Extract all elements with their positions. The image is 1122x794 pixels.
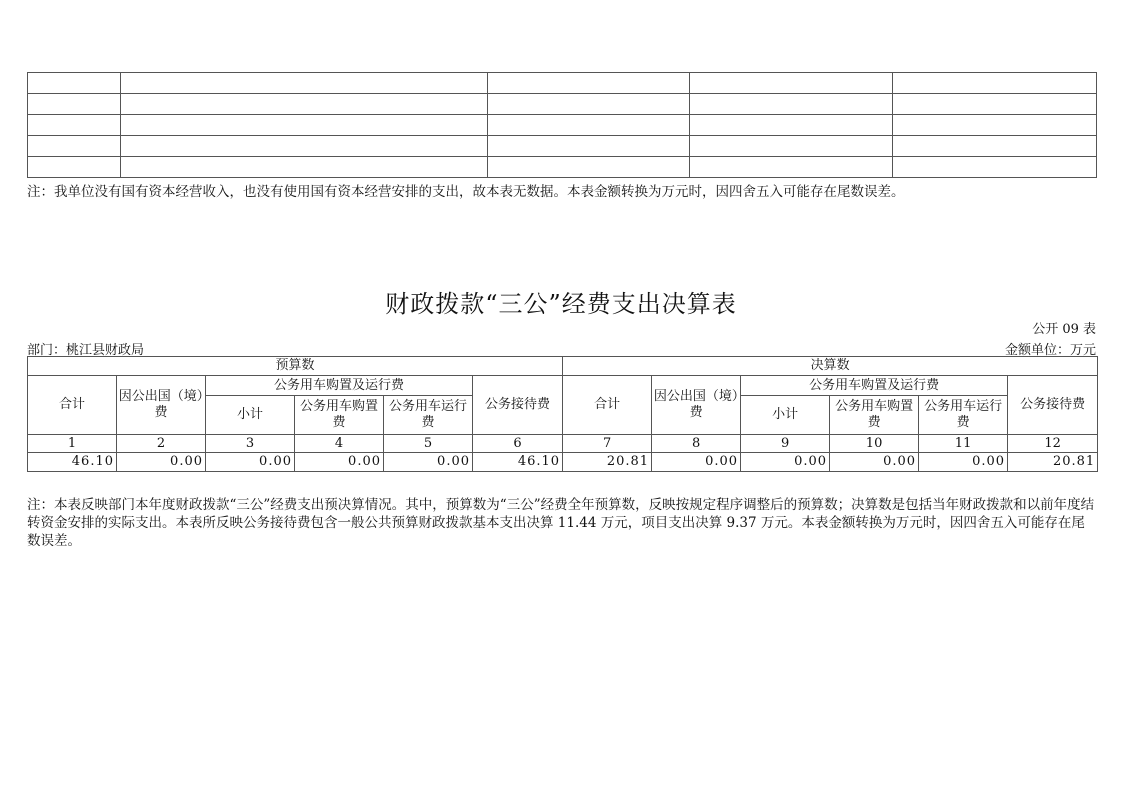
final-reception-header: 公务接待费 xyxy=(1008,376,1098,435)
budget-vehicle-header: 公务用车购置及运行费 xyxy=(206,376,473,396)
amount-cell: 46.10 xyxy=(473,453,563,472)
amount-cell: 0.00 xyxy=(117,453,206,472)
column-number-row xyxy=(28,435,1098,453)
table-cell xyxy=(487,73,690,94)
final-header: 决算数 xyxy=(563,357,1098,376)
amount-cell: 0.00 xyxy=(206,453,295,472)
table-cell xyxy=(120,73,487,94)
column-number-cell: 7 xyxy=(563,435,652,453)
page-title: 财政拨款“三公”经费支出决算表 xyxy=(385,290,737,318)
table-cell xyxy=(487,94,690,115)
three-public-expenses-table xyxy=(27,356,1098,472)
column-number-cell: 2 xyxy=(117,435,206,453)
table-cell xyxy=(28,73,121,94)
department-label: 部门：桃江县财政局 xyxy=(27,343,145,358)
table-cell xyxy=(893,115,1097,136)
column-number-cell: 1 xyxy=(28,435,117,453)
column-number-cell: 11 xyxy=(919,435,1008,453)
table-cell xyxy=(893,73,1097,94)
column-number-cell: 5 xyxy=(384,435,473,453)
column-number-cell: 12 xyxy=(1008,435,1098,453)
column-number-cell: 8 xyxy=(652,435,741,453)
table-cell xyxy=(893,136,1097,157)
column-number-cell: 9 xyxy=(741,435,830,453)
bottom-table-note: 注：本表反映部门本年度财政拨款“三公”经费支出预决算情况。其中，预算数为“三公”经费全年预算数，反映按规定程序调整后的预算数；决算数是包括当年财政拨款和以前年度结转资金安排的实际支出。本表所反映公务接待费包含一般公共预算财政拨款基本支出决算 11.44 万元，项目支出决算 9.37 万元。本表金额转换为万元时，因四舍五入可能存在尾数误差。 xyxy=(27,497,1095,549)
amount-row xyxy=(28,453,1098,472)
amount-cell: 0.00 xyxy=(652,453,741,472)
budget-total-header: 合计 xyxy=(28,376,117,435)
final-vehicle-purchase-header: 公务用车购置费 xyxy=(830,396,919,435)
budget-vehicle-running-header: 公务用车运行费 xyxy=(384,396,473,435)
amount-cell: 0.00 xyxy=(384,453,473,472)
budget-reception-header: 公务接待费 xyxy=(473,376,563,435)
amount-cell: 46.10 xyxy=(28,453,117,472)
final-abroad-header: 因公出国（境）费 xyxy=(652,376,741,435)
column-number-cell: 6 xyxy=(473,435,563,453)
final-vehicle-running-header: 公务用车运行费 xyxy=(919,396,1008,435)
table-cell xyxy=(487,157,690,178)
amount-cell: 0.00 xyxy=(830,453,919,472)
table-cell xyxy=(120,94,487,115)
empty-state-owned-capital-table xyxy=(27,72,1097,178)
table-cell xyxy=(487,115,690,136)
amount-cell: 0.00 xyxy=(919,453,1008,472)
budget-vehicle-purchase-header: 公务用车购置费 xyxy=(295,396,384,435)
table-cell xyxy=(28,94,121,115)
final-subtotal-header: 小计 xyxy=(741,396,830,435)
table-cell xyxy=(120,136,487,157)
table-row xyxy=(28,94,1097,115)
column-number-cell: 4 xyxy=(295,435,384,453)
column-number-cell: 3 xyxy=(206,435,295,453)
table-cell xyxy=(690,115,893,136)
table-cell xyxy=(690,157,893,178)
table-cell xyxy=(690,73,893,94)
budget-subtotal-header: 小计 xyxy=(206,396,295,435)
table-cell xyxy=(120,157,487,178)
amount-cell: 20.81 xyxy=(1008,453,1098,472)
final-total-header: 合计 xyxy=(563,376,652,435)
table-row xyxy=(28,157,1097,178)
table-cell xyxy=(487,136,690,157)
table-row xyxy=(28,136,1097,157)
column-number-cell: 10 xyxy=(830,435,919,453)
amount-cell: 0.00 xyxy=(295,453,384,472)
table-cell xyxy=(690,94,893,115)
table-cell xyxy=(28,157,121,178)
table-cell xyxy=(28,136,121,157)
amount-cell: 0.00 xyxy=(741,453,830,472)
budget-header: 预算数 xyxy=(28,357,563,376)
final-vehicle-header: 公务用车购置及运行费 xyxy=(741,376,1008,396)
amount-unit-label: 金额单位：万元 xyxy=(1004,343,1096,358)
top-table-note: 注：我单位没有国有资本经营收入，也没有使用国有资本经营安排的支出，故本表无数据。本表金额转换为万元时，因四舍五入可能存在尾数误差。 xyxy=(27,184,905,200)
amount-cell: 20.81 xyxy=(563,453,652,472)
budget-abroad-header: 因公出国（境）费 xyxy=(117,376,206,435)
table-cell xyxy=(28,115,121,136)
table-cell xyxy=(690,136,893,157)
table-cell xyxy=(893,94,1097,115)
table-cell xyxy=(893,157,1097,178)
table-row xyxy=(28,73,1097,94)
table-cell xyxy=(120,115,487,136)
form-number: 公开 09 表 xyxy=(1032,322,1096,337)
table-row xyxy=(28,115,1097,136)
